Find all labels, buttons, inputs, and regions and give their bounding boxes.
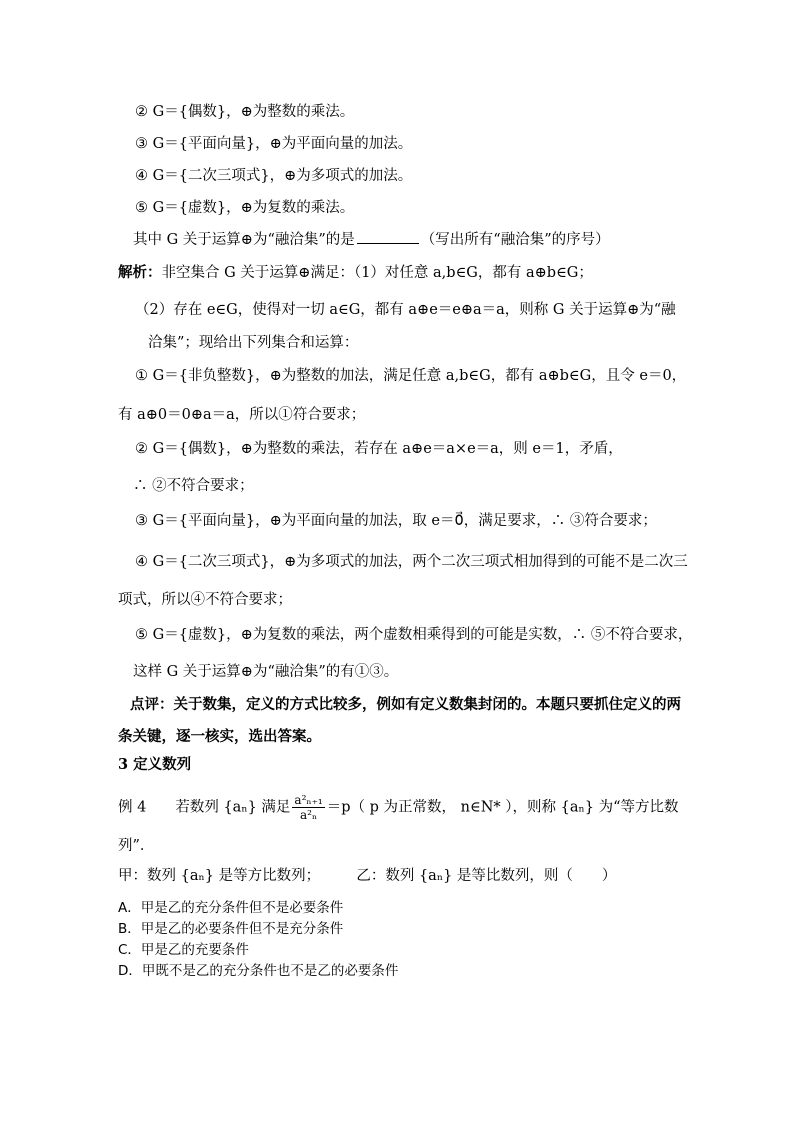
section-heading: 3 定义数列 — [118, 756, 192, 773]
item-3: ③ G＝{平面向量}，⊕为平面向量的加法。 — [135, 136, 413, 152]
choice-d: D．甲既不是乙的充分条件也不是乙的必要条件 — [118, 963, 399, 979]
comment-line-1: 点评：关于数集，定义的方式比较多，例如有定义数集封闭的。本题只要抓住定义的两 — [130, 696, 681, 713]
example-4-text-after: ＝p（ p 为正常数， n∈N* ），则称 {aₙ} 为“等方比数 — [326, 799, 679, 816]
choice-c: C．甲是乙的充要条件 — [118, 942, 249, 958]
solution-5: ⑤ G＝{虚数}，⊕为复数的乘法，两个虚数相乘得到的可能是实数，∴ ⑤不符合要求， — [135, 627, 693, 643]
solution-1-line-1: ① G＝{非负整数}，⊕为整数的加法，满足任意 a,b∈G，都有 a⊕b∈G，且令 e＝0， — [135, 368, 687, 384]
example-4-text-before: 例 4 若数列 {aₙ} 满足 — [118, 799, 291, 816]
answer-blank — [357, 229, 419, 244]
fraction-numerator: a²ₙ₊₁ — [294, 793, 323, 807]
solution-4-line-1: ④ G＝{二次三项式}，⊕为多项式的加法，两个二次三项式相加得到的可能不是二次三 — [135, 554, 688, 570]
choice-b: B．甲是乙的必要条件但不是充分条件 — [118, 921, 344, 937]
question-text-before: 其中 G 关于运算⊕为“融洽集”的是 — [133, 232, 355, 248]
comment-line-2: 条关键，逐一核实，选出答案。 — [118, 728, 321, 745]
item-2: ② G＝{偶数}，⊕为整数的乘法。 — [135, 104, 355, 120]
statement-jia-yi: 甲：数列 {aₙ} 是等方比数列； 乙：数列 {aₙ} 是等比数列，则（ ） — [118, 868, 617, 884]
analysis-line — [118, 263, 593, 283]
example-4-line-1 — [118, 793, 679, 822]
question-line — [133, 229, 610, 250]
item-5: ⑤ G＝{虚数}，⊕为复数的乘法。 — [135, 200, 355, 216]
solution-conclusion: 这样 G 关于运算⊕为“融洽集”的有①③。 — [133, 664, 399, 680]
condition-2-line-1: （2）存在 e∈G，使得对一切 a∈G，都有 a⊕e＝e⊕a＝a，则称 G 关于运算⊕为“融 — [135, 302, 676, 318]
question-text-after: （写出所有“融洽集”的序号） — [420, 232, 610, 248]
analysis-text: 非空集合 G 关于运算⊕满足：（1）对任意 a,b∈G，都有 a⊕b∈G； — [161, 265, 593, 281]
solution-2-line-1: ② G＝{偶数}，⊕为整数的乘法，若存在 a⊕e＝a×e＝a，则 e＝1，矛盾， — [135, 441, 623, 457]
solution-4-line-2: 项式，所以④不符合要求； — [118, 592, 292, 608]
analysis-label: 解析： — [118, 264, 162, 281]
choice-a: A．甲是乙的充分条件但不是必要条件 — [118, 900, 344, 916]
solution-1-line-2: 有 a⊕0＝0⊕a＝a，所以①符合要求； — [118, 407, 366, 423]
item-4: ④ G＝{二次三项式}，⊕为多项式的加法。 — [135, 168, 413, 184]
fraction-denominator: a²ₙ — [300, 808, 318, 822]
condition-2-line-2: 洽集”；现给出下列集合和运算： — [148, 335, 359, 351]
example-4-line-2: 列”． — [118, 838, 155, 854]
solution-2-line-2: ∴ ②不符合要求； — [133, 478, 254, 494]
ratio-fraction — [292, 793, 324, 822]
solution-3: ③ G＝{平面向量}，⊕为平面向量的加法，取 e＝0⃗，满足要求，∴ ③符合要求； — [135, 513, 657, 529]
